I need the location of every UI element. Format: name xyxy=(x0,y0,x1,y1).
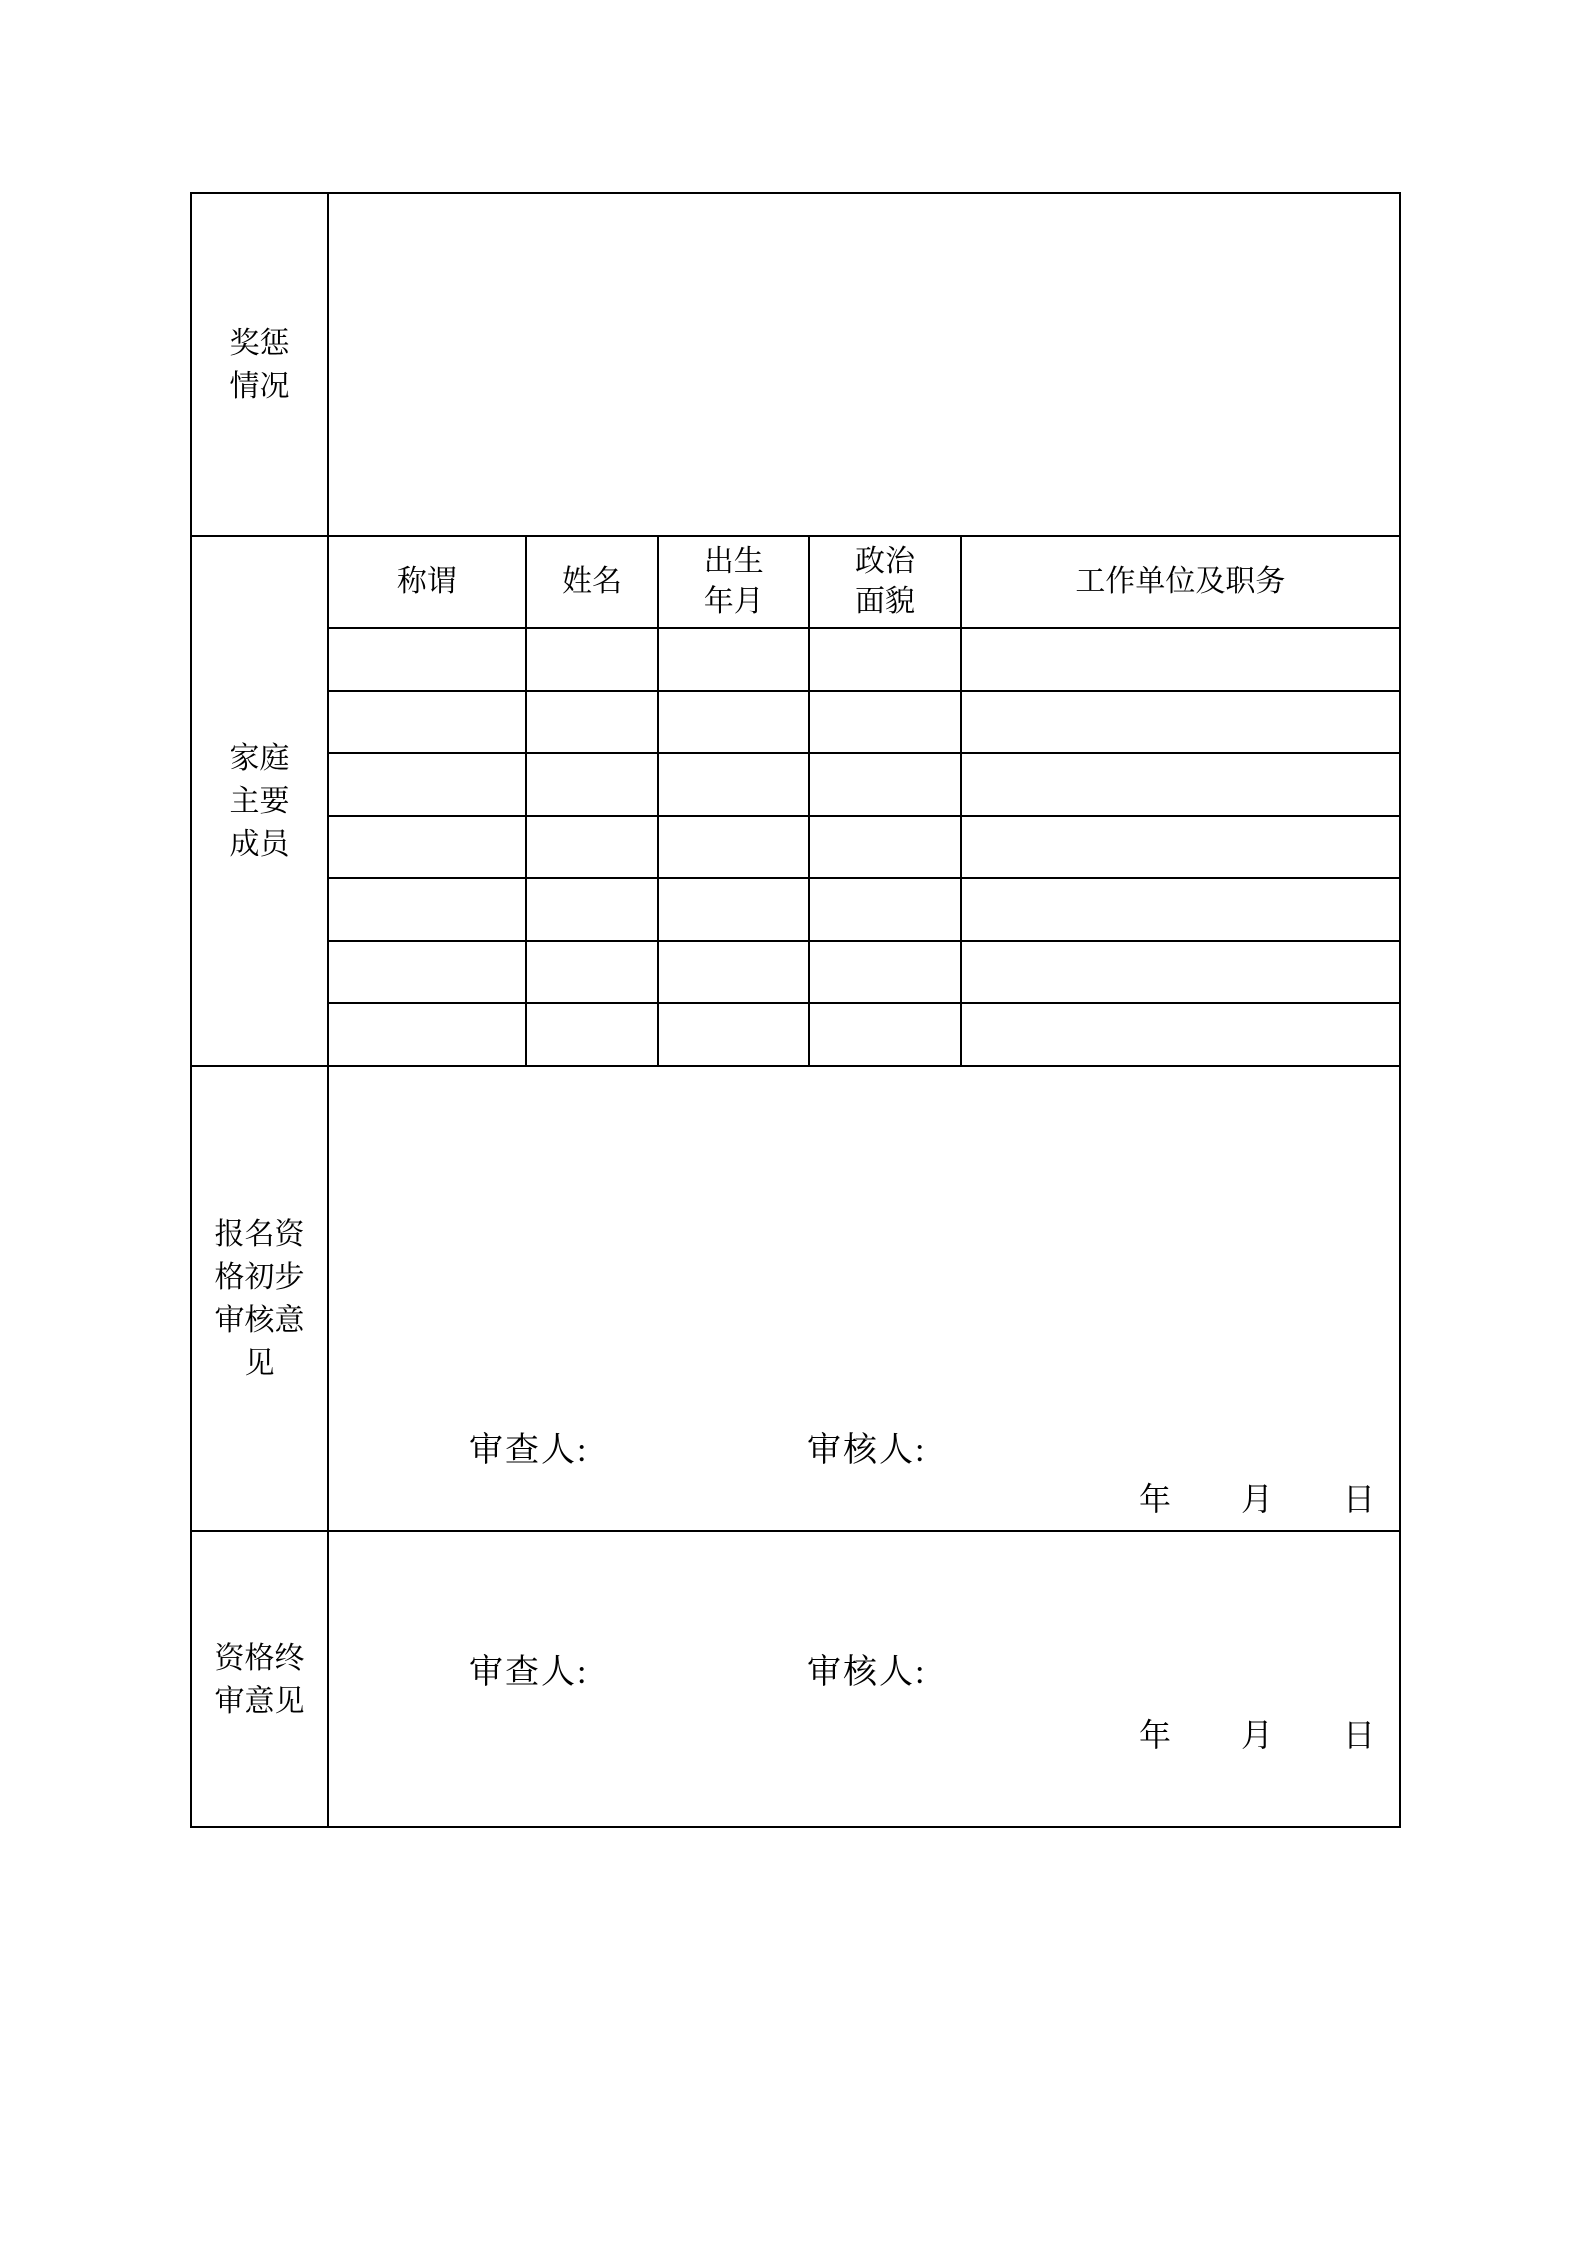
family-label xyxy=(192,537,329,1065)
day-label: 日 xyxy=(1342,1481,1375,1517)
section-rewards xyxy=(192,194,1399,535)
rewards-label xyxy=(192,194,329,535)
year-label: 年 xyxy=(1138,1481,1171,1517)
family-cell xyxy=(525,815,658,878)
rewards-label-line: 情况 xyxy=(229,369,290,403)
family-cell xyxy=(960,1002,1399,1065)
preliminary-label-line: 见 xyxy=(244,1346,275,1380)
section-preliminary-review xyxy=(192,1065,1399,1530)
family-cell xyxy=(525,752,658,815)
family-cell xyxy=(329,1002,525,1065)
family-cell xyxy=(329,815,525,878)
family-cell xyxy=(657,815,808,878)
preliminary-label-line: 审核意 xyxy=(214,1303,305,1337)
preliminary-reviewer-label: 审核人: xyxy=(807,1432,927,1469)
family-cell xyxy=(808,815,960,878)
final-examiner-label: 审查人: xyxy=(469,1654,589,1691)
section-family-members xyxy=(192,535,1399,1065)
family-cell xyxy=(960,815,1399,878)
family-cell xyxy=(525,627,658,690)
rewards-label-line: 奖惩 xyxy=(229,326,290,360)
family-cell xyxy=(657,690,808,753)
final-date-line xyxy=(1139,1710,1375,1756)
family-cell xyxy=(960,627,1399,690)
family-cell xyxy=(525,877,658,940)
family-label-line: 成员 xyxy=(229,827,290,861)
month-label: 月 xyxy=(1240,1481,1273,1517)
family-cell xyxy=(329,627,525,690)
family-cell xyxy=(329,752,525,815)
final-label xyxy=(192,1532,329,1828)
preliminary-examiner-label: 审查人: xyxy=(469,1432,589,1469)
family-header-relation xyxy=(329,537,525,627)
preliminary-content-cell xyxy=(329,1067,1399,1530)
header-text: 工作单位及职务 xyxy=(1075,565,1286,598)
header-text: 出生 xyxy=(703,545,764,578)
family-cell xyxy=(657,1002,808,1065)
family-cell xyxy=(808,752,960,815)
family-header-name xyxy=(525,537,658,627)
preliminary-date-line xyxy=(1139,1474,1375,1520)
family-cell xyxy=(808,877,960,940)
family-cell xyxy=(808,690,960,753)
header-text: 面貌 xyxy=(854,585,915,618)
final-content-cell xyxy=(329,1532,1399,1828)
family-cell xyxy=(960,690,1399,753)
family-members-table xyxy=(329,537,1399,1065)
family-cell xyxy=(960,752,1399,815)
header-text: 年月 xyxy=(703,585,764,618)
family-cell xyxy=(808,940,960,1003)
header-text: 姓名 xyxy=(562,565,622,598)
family-cell xyxy=(657,877,808,940)
month-label: 月 xyxy=(1240,1717,1273,1753)
final-reviewer-label: 审核人: xyxy=(807,1654,927,1691)
family-cell xyxy=(657,627,808,690)
preliminary-label xyxy=(192,1067,329,1530)
family-cell xyxy=(329,877,525,940)
family-cell xyxy=(525,1002,658,1065)
section-final-review xyxy=(192,1530,1399,1828)
header-text: 政治 xyxy=(854,545,915,578)
family-cell xyxy=(960,940,1399,1003)
day-label: 日 xyxy=(1342,1717,1375,1753)
year-label: 年 xyxy=(1138,1717,1171,1753)
final-label-line: 审意见 xyxy=(214,1685,305,1718)
family-header-birth xyxy=(657,537,808,627)
rewards-content-cell xyxy=(329,194,1399,535)
family-header-political xyxy=(808,537,960,627)
preliminary-label-line: 报名资 xyxy=(214,1217,305,1251)
family-cell xyxy=(808,627,960,690)
family-cell xyxy=(525,690,658,753)
family-cell xyxy=(657,752,808,815)
family-label-line: 家庭 xyxy=(229,741,290,775)
final-label-line: 资格终 xyxy=(214,1642,305,1675)
family-cell xyxy=(808,1002,960,1065)
header-text: 称谓 xyxy=(396,565,457,598)
family-header-work xyxy=(960,537,1399,627)
family-cell xyxy=(329,940,525,1003)
family-label-line: 主要 xyxy=(229,784,290,818)
family-cell xyxy=(525,940,658,1003)
family-cell xyxy=(657,940,808,1003)
preliminary-label-line: 格初步 xyxy=(214,1260,305,1294)
family-cell xyxy=(329,690,525,753)
application-form-table xyxy=(190,192,1401,1828)
family-cell xyxy=(960,877,1399,940)
